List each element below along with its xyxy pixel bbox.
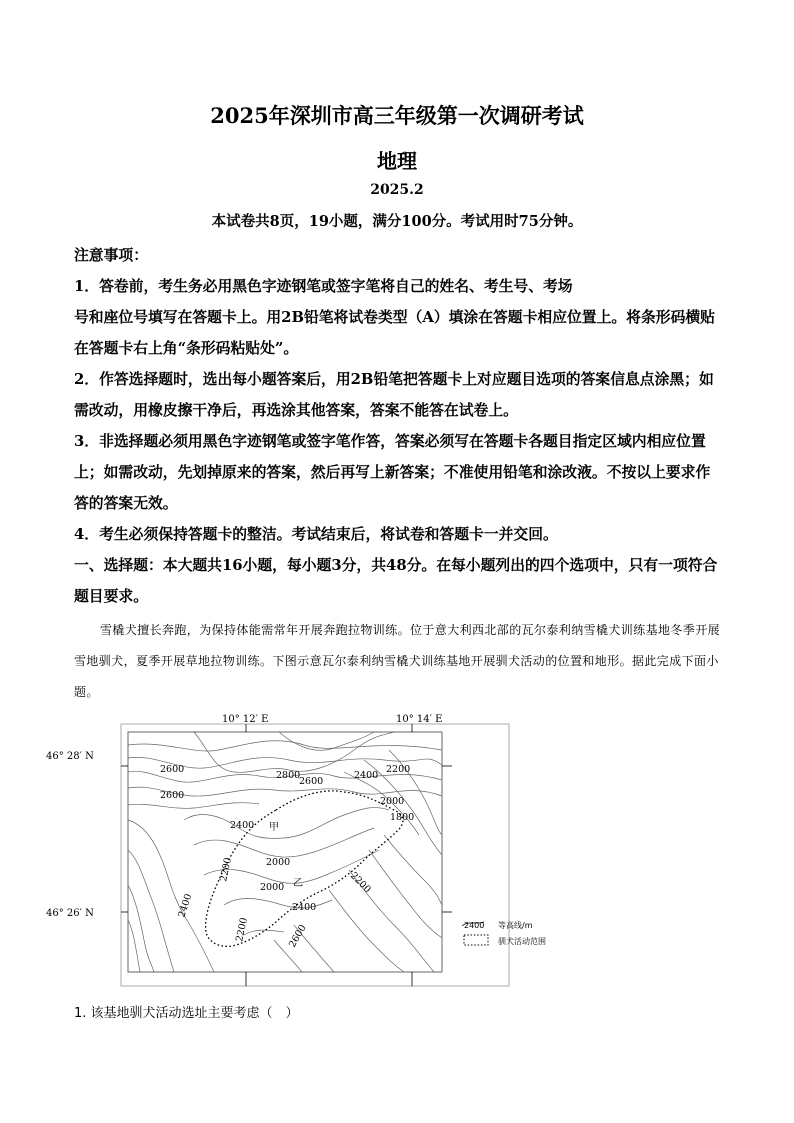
notes-heading: 注意事项： bbox=[74, 247, 148, 264]
contour-line bbox=[369, 850, 442, 938]
contour-label: 2400 bbox=[230, 820, 255, 831]
contour-label: 2200 bbox=[234, 916, 250, 943]
map-legend bbox=[462, 920, 546, 946]
contour-label: 2200 bbox=[386, 764, 411, 775]
contour-label: 2600 bbox=[160, 764, 185, 775]
latitude-label-bottom: 46° 26′ N bbox=[46, 908, 94, 919]
note-item: 3．非选择题必须用黑色字迹钢笔或签字笔作答，答案必须写在答题卡各题目指定区域内相应位置上；如需改动，先划掉原来的答案，然后再写上新答案；不准使用铅笔和涂改液。不按以上要求作答的答案无效。 bbox=[74, 433, 711, 512]
contour-label: 2800 bbox=[276, 770, 301, 781]
exam-info: 本试卷共8页，19小题，满分100分。考试用时75分钟。 bbox=[211, 213, 583, 230]
legend-contour-value: 2400 bbox=[464, 921, 485, 930]
contour-label: 2200 bbox=[218, 856, 234, 883]
contour-line bbox=[184, 808, 389, 839]
note-item: 2．作答选择题时，选出每小题答案后，用2B铅笔把答题卡上对应题目选项的答案信息点涂黑；如需改动，用橡皮擦干净后，再选涂其他答案，答案不能答在试卷上。 bbox=[74, 371, 714, 419]
contour-line bbox=[384, 835, 442, 905]
contour-label: 2400 bbox=[354, 770, 379, 781]
contour-line bbox=[194, 828, 374, 857]
point-yi: 乙 bbox=[293, 878, 303, 889]
contour-line bbox=[128, 741, 442, 751]
contour-line bbox=[194, 732, 394, 772]
contour-line bbox=[329, 890, 404, 972]
notes-section bbox=[74, 240, 722, 612]
contour-label: 1800 bbox=[390, 812, 415, 823]
training-range-boundary bbox=[206, 791, 403, 946]
exam-date: 2025.2 bbox=[370, 182, 424, 198]
reading-passage: 雪橇犬擅长奔跑，为保持体能需常年开展奔跑拉物训练。位于意大利西北部的瓦尔泰利纳雪橇犬训练基地冬季开展雪地驯犬，夏季开展草地拉物训练。下图示意瓦尔泰利纳雪橇犬训练基地开展驯犬活动的位置和地形。据此完成下面小题。 bbox=[74, 623, 721, 699]
contour-label: 2000 bbox=[380, 796, 405, 807]
contour-line bbox=[244, 930, 284, 935]
legend-area-label: 驯犬活动范围 bbox=[498, 937, 546, 946]
contour-line bbox=[128, 920, 140, 972]
longitude-label-left: 10° 12′ E bbox=[222, 714, 269, 725]
contour-label: 2600 bbox=[160, 790, 185, 801]
note-item: 1．答卷前，考生务必用黑色字迹钢笔或签字笔将自己的姓名、考生号、考场 bbox=[74, 278, 573, 295]
contour-line bbox=[128, 803, 259, 809]
legend-area-symbol bbox=[464, 935, 488, 945]
contour-line bbox=[279, 732, 374, 750]
topographic-map bbox=[44, 710, 564, 995]
note-item: 号和座位号填写在答题卡上。用2B铅笔将试卷类型（A）填涂在答题卡相应位置上。将条形码横贴在答题卡右上角“条形码粘贴处”。 bbox=[74, 309, 715, 357]
section-heading: 一、选择题：本大题共16小题，每小题3分，共48分。在每小题列出的四个选项中，只有一项符合题目要求。 bbox=[74, 557, 718, 605]
contour-line bbox=[128, 820, 214, 972]
question-1: 1. 该基地驯犬活动选址主要考虑（ ） bbox=[74, 1006, 299, 1021]
note-item: 4．考生必须保持答题卡的整洁。考试结束后，将试卷和答题卡一并交回。 bbox=[74, 526, 558, 543]
longitude-label-right: 10° 14′ E bbox=[396, 714, 443, 725]
contour-label: 2000 bbox=[266, 857, 291, 868]
exam-title: 2025年深圳市高三年级第一次调研考试 bbox=[210, 103, 584, 128]
contour-line bbox=[128, 850, 174, 972]
legend-contour-label: 等高线/m bbox=[498, 921, 533, 930]
contour-label: 2200 bbox=[347, 870, 373, 896]
contour-line bbox=[128, 885, 154, 972]
point-jia: 甲 bbox=[269, 822, 279, 833]
contour-label: 2600 bbox=[299, 776, 324, 787]
contour-label: 2400 bbox=[292, 902, 317, 913]
contour-label: 2000 bbox=[260, 882, 285, 893]
subject-title: 地理 bbox=[377, 149, 417, 173]
contour-label: 2600 bbox=[287, 923, 309, 950]
latitude-label-top: 46° 28′ N bbox=[46, 751, 94, 762]
contour-label: 2400 bbox=[176, 892, 195, 919]
